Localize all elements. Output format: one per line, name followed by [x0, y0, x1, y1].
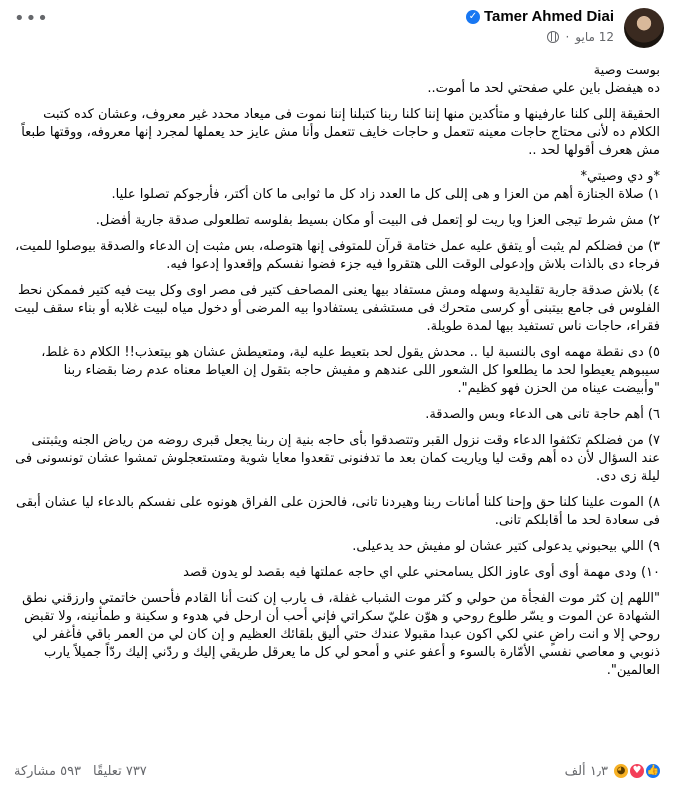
will-item-6: ٦) أهم حاجة تانى هى الدعاء وبس والصدقة. — [425, 407, 660, 422]
meta-separator: · — [565, 30, 570, 44]
reactions-summary[interactable] — [565, 762, 662, 780]
globe-icon — [547, 31, 559, 43]
engagement-stats — [14, 764, 147, 779]
like-icon: 👍 — [644, 762, 662, 780]
will-item-5: ٥) دى نقطة مهمه اوى بالنسبة ليا .. محدش يقول لحد بتعيط عليه لية، ومتعيطش عشان هو بيتعذب!! الكلام دة غلط، سيبوهم يعيطوا لحد ما يطلعوا كل الشعور اللى عندهم و مفيش حاجه بتقول إن العياط معناه عدم رضا بقضاء ربنا "وأبيضت عيناه من الحزن فهو كظيم". — [41, 345, 660, 396]
author-line — [466, 8, 614, 25]
post-footer — [0, 756, 676, 786]
reactions-count: ١٫٣ ألف — [564, 763, 608, 779]
closing-prayer: "اللهم إن كثر موت الفجأة من حولي و كثر موت الشباب غفلة، ف يارب إن كنت أنا القادم فأحسن خاتمتي وارزقني نطق الشهادة عن الموت و يسّر طلوع روحي و هوّن عليّ سكراتي فإني أحب أن ارحل في هدوء و سكينة و طمأنينه، ولا تقبض روحي إلا و انت راضٍ عني لكي اكون عبدا مقبولا عندك حتي أليق بلقائك العظيم و إن كان لي من العمر باقي فأغفر لي ذنوبي و معاصي نفسي الأمّارة بالسوء و أعفو عني و أمحو لي كل ما يعرقل طريقي إليك و ردّني إليك ردّاً جميلاً يارب العالمين". — [22, 591, 660, 678]
will-item-4: ٤) بلاش صدقة جارية تقليدية وسهله ومش مستفاد بيها يعنى المصاحف كتير فى مصر اوى وكل بيت فيه كتير فممكن نحط الفلوس فى جامع بيتبنى أو كرسى متحرك فى مستشفى يستفادوا بيه المرضى أو دخول مياه لبيت غلابه أو بناء سقف لبيت فقراء، حاجات ناس تستفيد بيها لمدة طويلة. — [14, 283, 660, 334]
will-item-8: ٨) الموت علينا كلنا حق وإحنا كلنا أمانات ربنا وهيردنا تانى، فالحزن على الفراق هونوه على نفسكم بالدعاء ليا عشان أبقى فى سعادة لحد ما أقابلكم تانى. — [16, 495, 660, 528]
author-name[interactable]: Tamer Ahmed Diai — [483, 8, 614, 25]
author-avatar[interactable] — [624, 8, 664, 48]
will-item-10: ١٠) ودى مهمة أوى أوى عاوز الكل يسامحني علي اي حاجه عملتها فيه بقصد لو يدون قصد — [183, 565, 660, 580]
post-meta — [547, 30, 614, 44]
post-title-lines: بوست وصية ده هيفضل باين علي صفحتي لحد ما أموت.. — [427, 63, 660, 96]
post-header — [0, 0, 676, 58]
will-item-3: ٣) من فضلكم لم يثبت أو يتفق عليه عمل ختامة قرآن للمتوفى إنها هتوصله، بس مثبت إن الدعاء والصدقة بيوصلوا للميت، فرجاء دى بالذات بلاش وإدعولى الوقت اللى هتقروا فيه جزء فضوا نفسكم وإقعدوا إدعوا فيه. — [15, 239, 660, 272]
will-item-9: ٩) اللي بيحبوني يدعولى كتير عشان لو مفيش حد يدعيلى. — [352, 539, 660, 554]
will-item-7: ٧) من فضلكم تكثفوا الدعاء وقت نزول القبر وتتصدقوا بأى حاجه بنية إن ربنا يجعل قبرى روضه من رياض الجنه ويثبتنى عند السؤال لأن ده أهم وقت ليا وياريت كمان بعد ما تدفنونى تقعدوا معايا شوية ومتستعجلوش تمشوا عشان تونسونى فى ليلة زى دى. — [15, 433, 660, 484]
comments-count[interactable]: ٧٣٧ تعليقًا — [93, 764, 147, 779]
shares-count[interactable]: ٥٩٣ مشاركة — [14, 764, 82, 779]
post-date[interactable]: 12 مايو — [575, 30, 614, 44]
will-item-2: ٢) مش شرط تيجى العزا ويا ريت لو إتعمل فى البيت أو مكان بسيط بفلوسه تطلعولى صدقة جارية أفضل. — [95, 213, 660, 228]
will-heading: *و دي وصيتي* — [580, 169, 660, 184]
love-icon: ♥ — [628, 762, 646, 780]
post-body — [14, 62, 660, 688]
post-intro: الحقيقة إللى كلنا عارفينها و متأكدين منها إننا كلنا ربنا كتبلنا إننا نموت فى ميعاد محدد غير معروف، وعشان كده كتبت الكلام ده لأنى محتاج حاجات معينه تتعمل و حاجات خايف تتعمل وأنا مش عايز حد يعملها لمجرد إنها معروفه، ووقتها طبعاً مش هعرف أقولها لحد .. — [21, 107, 660, 158]
will-item-1: ١) صلاة الجنازة أهم من العزا و هى إللى كل ما العدد زاد كل ما ثوابى ما كان أكتر، فأرجوكم تصلوا عليا. — [111, 187, 660, 202]
sad-icon: ◕ — [612, 762, 630, 780]
verified-badge-icon: ✓ — [466, 10, 480, 24]
more-dots-icon[interactable]: ••• — [14, 8, 49, 29]
